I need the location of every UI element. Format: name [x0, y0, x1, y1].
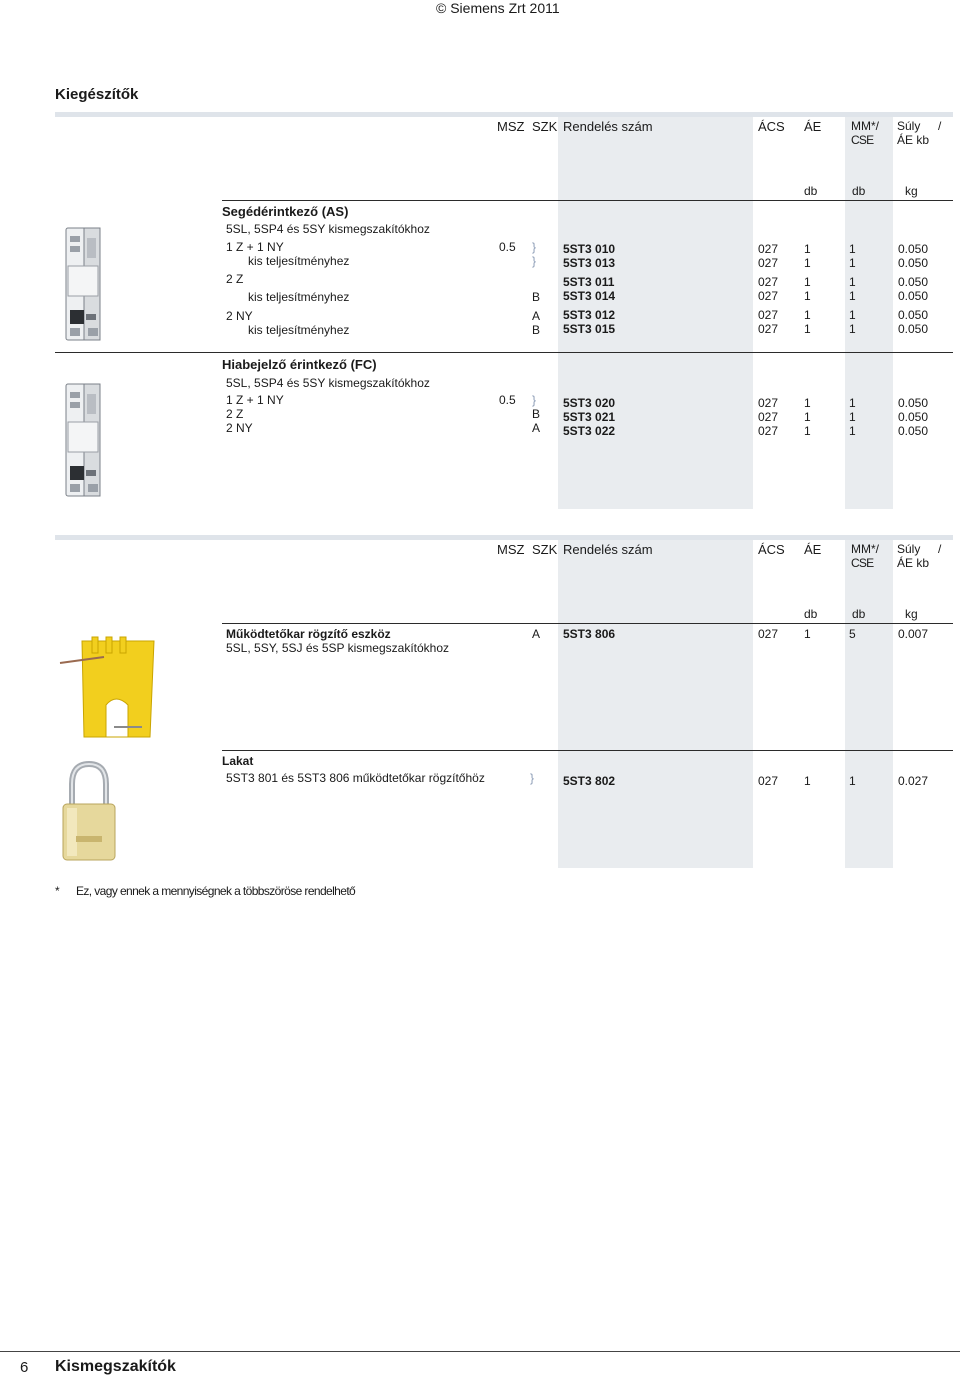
- lock-mm: 1: [849, 774, 856, 788]
- as-row-acs: 027: [758, 289, 779, 303]
- th2-slash: /: [938, 542, 942, 556]
- as-row-acs: 027: [758, 275, 779, 289]
- th2-szk: SZK: [532, 542, 558, 557]
- footnote-text: Ez, vagy ennek a mennyiségnek a többszöröse rendelhető: [76, 884, 356, 898]
- as-row-kg: 0.050: [897, 275, 928, 289]
- as-row-mm: 1: [849, 308, 856, 322]
- as-row-mm: 1: [849, 289, 856, 303]
- table1-section-rule: [55, 352, 953, 353]
- as-row-ae: 1: [804, 308, 811, 322]
- as-row-mm: 1: [849, 242, 856, 256]
- lever-ae: 1: [804, 627, 811, 641]
- th2-order: Rendelés szám: [563, 542, 653, 557]
- footer-rule: [0, 1351, 960, 1352]
- as-row-szk: }: [532, 240, 537, 254]
- fc-row-szk: B: [532, 407, 541, 421]
- th2-suly: Súly: [897, 542, 921, 556]
- fc-row-kg: 0.050: [897, 424, 928, 438]
- as-row-szk: }: [532, 254, 537, 268]
- table2-mm-column-shade: [845, 540, 893, 868]
- th-order: Rendelés szám: [563, 119, 653, 134]
- as-row-szk: B: [532, 290, 541, 304]
- as-row-order: 5ST3 015: [563, 322, 616, 336]
- as-row-mm: 1: [849, 256, 856, 270]
- as-row-desc: 2 NY: [226, 309, 253, 323]
- th2-msz: MSZ: [497, 542, 525, 557]
- th2-unit-db1: db: [804, 607, 818, 621]
- lock-order: 5ST3 802: [563, 774, 616, 788]
- th2-ae: ÁE: [804, 542, 822, 557]
- lever-kg: 0.007: [897, 627, 928, 641]
- th-cse: CSE: [851, 133, 874, 147]
- lever-acs: 027: [758, 627, 779, 641]
- as-subtitle: 5SL, 5SP4 és 5SY kismegszakítókhoz: [226, 222, 430, 236]
- as-row-mm: 1: [849, 275, 856, 289]
- auxiliary-contact-image: [60, 222, 110, 347]
- th-unit-db2: db: [852, 184, 866, 198]
- as-row-desc: kis teljesítményhez: [248, 290, 350, 304]
- lever-order: 5ST3 806: [563, 627, 616, 641]
- padlock-image: [60, 760, 118, 864]
- fc-row-mm: 1: [849, 410, 856, 424]
- as-row-order: 5ST3 010: [563, 242, 616, 256]
- th-suly: Súly: [897, 119, 921, 133]
- fc-row-order: 5ST3 021: [563, 410, 616, 424]
- th-mm: MM*/: [851, 119, 879, 133]
- as-row-desc: kis teljesítményhez: [248, 254, 350, 268]
- fc-row-acs: 027: [758, 424, 779, 438]
- lock-title: Lakat: [222, 754, 254, 768]
- fc-row-order: 5ST3 022: [563, 424, 616, 438]
- th-aekb: ÁE kb: [897, 133, 930, 147]
- table2-section-rule: [222, 750, 953, 751]
- as-row-mm: 1: [849, 322, 856, 336]
- fc-row-acs: 027: [758, 396, 779, 410]
- fc-row-desc: 2 Z: [226, 407, 244, 421]
- table1-unit-rule: [222, 200, 953, 201]
- as-row-order: 5ST3 012: [563, 308, 616, 322]
- fc-row-mm: 1: [849, 424, 856, 438]
- th2-cse: CSE: [851, 556, 874, 570]
- lock-acs: 027: [758, 774, 779, 788]
- lever-szk: A: [532, 627, 541, 641]
- lever-lock-device-image: [58, 633, 158, 743]
- as-row-ae: 1: [804, 242, 811, 256]
- lock-szk: }: [530, 771, 535, 785]
- lock-ae: 1: [804, 774, 811, 788]
- table2-unit-rule: [222, 623, 953, 624]
- fault-signal-contact-image: [60, 378, 110, 503]
- fc-row-szk: A: [532, 421, 541, 435]
- as-row-msz: 0.5: [499, 240, 516, 254]
- footnote-star: *: [55, 884, 60, 898]
- th-slash: /: [938, 119, 942, 133]
- th2-unit-kg: kg: [905, 607, 918, 621]
- as-row-ae: 1: [804, 322, 811, 336]
- lever-title: Működtetőkar rögzítő eszköz: [226, 627, 391, 641]
- fc-row-desc: 2 NY: [226, 421, 253, 435]
- as-row-desc: 1 Z + 1 NY: [226, 240, 284, 254]
- fc-title: Hiabejelző érintkező (FC): [222, 357, 377, 372]
- lock-kg: 0.027: [897, 774, 928, 788]
- th2-mm: MM*/: [851, 542, 879, 556]
- as-row-szk: A: [532, 309, 541, 323]
- as-row-ae: 1: [804, 256, 811, 270]
- as-row-desc: 2 Z: [226, 272, 244, 286]
- th-msz: MSZ: [497, 119, 525, 134]
- th2-unit-db2: db: [852, 607, 866, 621]
- as-row-order: 5ST3 013: [563, 256, 616, 270]
- fc-row-kg: 0.050: [897, 410, 928, 424]
- th-acs: ÁCS: [758, 119, 785, 134]
- as-row-kg: 0.050: [897, 308, 928, 322]
- as-row-acs: 027: [758, 322, 779, 336]
- fc-row-kg: 0.050: [897, 396, 928, 410]
- fc-row-desc: 1 Z + 1 NY: [226, 393, 284, 407]
- as-row-order: 5ST3 014: [563, 289, 616, 303]
- as-row-acs: 027: [758, 242, 779, 256]
- table2-header-bar: [55, 535, 953, 540]
- lever-mm: 5: [849, 627, 856, 641]
- th2-aekb: ÁE kb: [897, 556, 930, 570]
- as-row-order: 5ST3 011: [563, 275, 615, 289]
- fc-row-acs: 027: [758, 410, 779, 424]
- table2-order-column-shade: [558, 540, 753, 868]
- as-row-kg: 0.050: [897, 322, 928, 336]
- lever-subtitle: 5SL, 5SY, 5SJ és 5SP kismegszakítókhoz: [226, 641, 450, 655]
- fc-row-szk: }: [532, 393, 537, 407]
- page-number: 6: [20, 1359, 29, 1376]
- as-row-desc: kis teljesítményhez: [248, 323, 350, 337]
- lock-subtitle: 5ST3 801 és 5ST3 806 működtetőkar rögzítőhöz: [226, 771, 485, 785]
- th2-acs: ÁCS: [758, 542, 785, 557]
- fc-row-order: 5ST3 020: [563, 396, 616, 410]
- as-row-kg: 0.050: [897, 289, 928, 303]
- as-row-acs: 027: [758, 256, 779, 270]
- as-row-ae: 1: [804, 289, 811, 303]
- th-szk: SZK: [532, 119, 558, 134]
- fc-subtitle: 5SL, 5SP4 és 5SY kismegszakítókhoz: [226, 376, 430, 390]
- fc-row-ae: 1: [804, 410, 811, 424]
- th-unit-kg: kg: [905, 184, 918, 198]
- as-title: Segédérintkező (AS): [222, 204, 349, 219]
- fc-row-ae: 1: [804, 396, 811, 410]
- fc-row-mm: 1: [849, 396, 856, 410]
- as-row-acs: 027: [758, 308, 779, 322]
- th-ae: ÁE: [804, 119, 822, 134]
- table1-header-bar: [55, 112, 953, 117]
- section-title: Kiegészítők: [55, 86, 139, 103]
- as-row-szk: B: [532, 323, 541, 337]
- th-unit-db1: db: [804, 184, 818, 198]
- as-row-ae: 1: [804, 275, 811, 289]
- fc-row-ae: 1: [804, 424, 811, 438]
- as-row-kg: 0.050: [897, 256, 928, 270]
- as-row-kg: 0.050: [897, 242, 928, 256]
- fc-row-msz: 0.5: [499, 393, 516, 407]
- footer-title: Kismegszakítók: [55, 1358, 176, 1375]
- copyright-notice: © Siemens Zrt 2011: [436, 0, 560, 16]
